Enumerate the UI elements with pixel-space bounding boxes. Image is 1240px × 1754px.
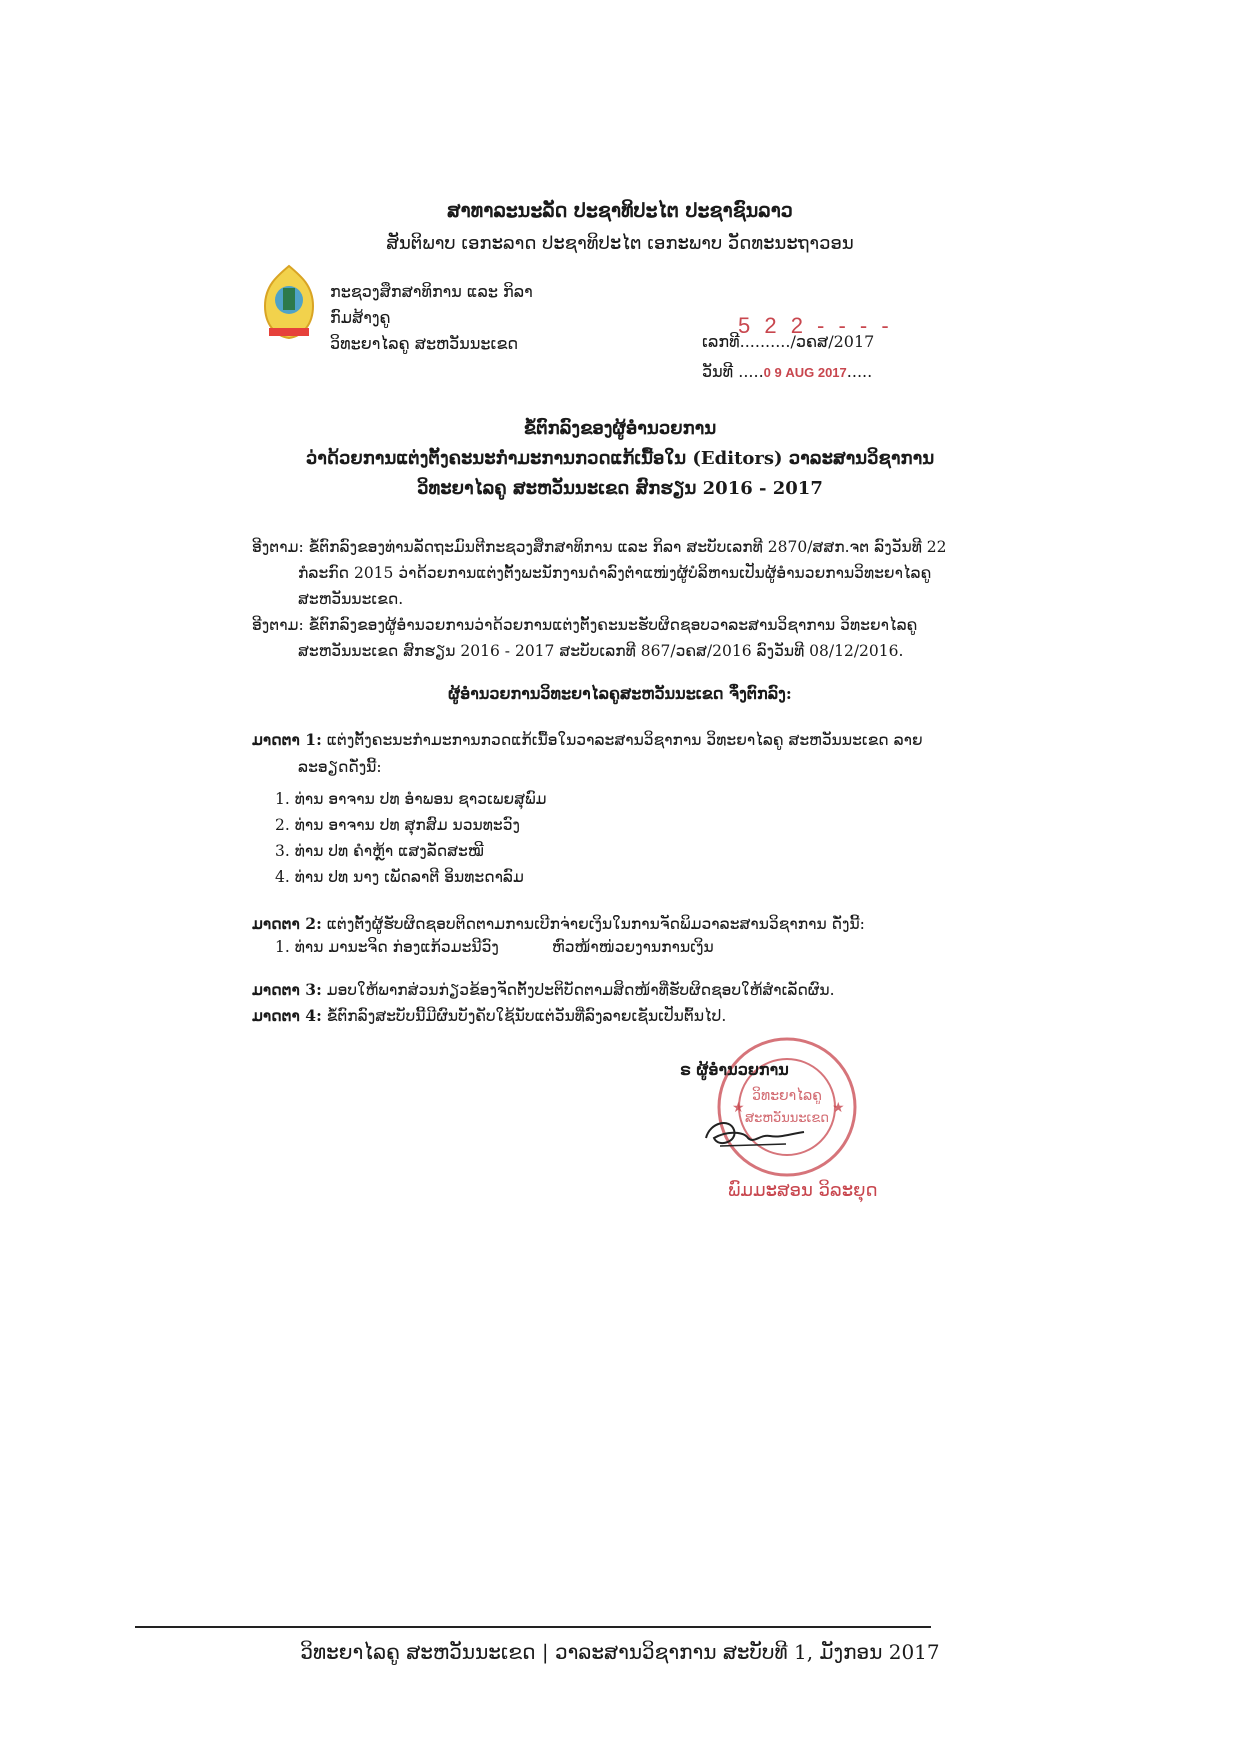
org-ministry: ກະຊວງສຶກສາທິການ ແລະ ກິລາ	[330, 282, 533, 301]
org-department: ກົມສ້າງຄູ	[330, 308, 391, 327]
decision-heading: ຜູ້ອຳນວຍການວິທະຍາໄລຄູສະຫວັນນະເຂດ ຈຶ່ງຕົກລົງ:	[448, 684, 792, 703]
article-3-label: ມາດຕາ 3:	[252, 980, 322, 999]
svg-text:★: ★	[732, 1100, 745, 1116]
title-line-3: ວິທະຍາໄລຄູ ສະຫວັນນະເຂດ ສົກຮຽນ 2016 - 2017	[417, 478, 823, 499]
basis-paragraph-1: ອີງຕາມ: ຂໍ້ຕົກລົງຂອງທ່ານລັດຖະມົນຕີກະຊວງສຶກສາທິການ ແລະ ກິລາ ສະບັບເລກທີ 2870/ສສກ.ຈຕ ລົງວັນທີ 22 ກໍລະກົດ 2015 ວ່າດ້ວຍການແຕ່ງຕັ້ງພະນັກງານດຳລົງຕຳແໜ່ງຜູ້ບໍລິຫານເປັນຜູ້ອຳນວຍການວິທະຍາໄລຄູ ສະຫວັນນະເຂດ.	[252, 538, 947, 608]
article-2-item-role: ຫົວໜ້າໜ່ວຍງານການເງິນ	[552, 938, 714, 956]
article-2-item-name: 1. ທ່ານ ມານະຈິດ ກ່ອງແກ້ວມະນີວົງ	[275, 938, 499, 956]
date-line	[702, 362, 872, 381]
footer-divider	[135, 1626, 931, 1628]
article-2-text: ແຕ່ງຕັ້ງຜູ້ຮັບຜິດຊອບຕິດຕາມການເບີກຈ່າຍເງິນໃນການຈັດພິມວາລະສານວິຊາການ ດັ່ງນີ້:	[326, 915, 865, 933]
article-3-text: ມອບໃຫ້ພາກສ່ວນກ່ຽວຂ້ອງຈັດຕັ້ງປະຕິບັດຕາມສິດໜ້າທີ່ຮັບຜິດຊອບໃຫ້ສຳເລັດຜົນ.	[326, 981, 835, 999]
article-2	[252, 910, 902, 938]
article-2-label: ມາດຕາ 2:	[252, 914, 322, 933]
svg-text:★: ★	[832, 1100, 845, 1116]
number-stamp: 5 2 2 - - - -	[738, 313, 893, 338]
header-line-2: ສັນຕິພາບ ເອກະລາດ ປະຊາທິປະໄຕ ເອກະພາບ ວັດທະນະຖາວອນ	[386, 233, 854, 254]
article-1-item-4: 4. ທ່ານ ປທ ນາງ ເພັດລາຕີ ອິນທະດາລົມ	[275, 868, 524, 886]
svg-text:ວິທະຍາໄລຄູ: ວິທະຍາໄລຄູ	[752, 1088, 822, 1104]
article-1	[252, 726, 948, 781]
article-1-item-2: 2. ທ່ານ ອາຈານ ປທ ສຸກສົມ ນວນທະວົງ	[275, 816, 520, 834]
page-footer: ວິທະຍາໄລຄູ ສະຫວັນນະເຂດ | ວາລະສານວິຊາການ ສະບັບທີ 1, ມັງກອນ 2017	[300, 1640, 940, 1664]
signer-name: ພົມມະສອນ ວິລະຍຸດ	[728, 1180, 878, 1201]
article-1-text: ແຕ່ງຕັ້ງຄະນະກຳມະການກວດແກ້ເນື້ອໃນວາລະສານວິຊາການ ວິທະຍາໄລຄູ ສະຫວັນນະເຂດ ລາຍລະອຽດດັ່ງນີ້:	[298, 731, 923, 776]
article-1-item-1: 1. ທ່ານ ອາຈານ ປທ ອຳພອນ ຊາວເພຍສຸພົມ	[275, 790, 547, 808]
article-1-label: ມາດຕາ 1:	[252, 730, 322, 749]
article-3	[252, 976, 902, 1004]
date-label: ວັນທີ .....	[702, 362, 764, 381]
date-stamp: 0 9 AUG 2017	[763, 365, 847, 380]
handwritten-signature-icon	[700, 1108, 810, 1154]
date-tail: .....	[846, 362, 873, 381]
header-line-1: ສາທາລະນະລັດ ປະຊາທິປະໄຕ ປະຊາຊົນລາວ	[447, 200, 793, 222]
title-line-1: ຂໍ້ຕົກລົງຂອງຜູ້ອຳນວຍການ	[523, 418, 717, 439]
signature-title: ຣ ຜູ້ອຳນວຍການ	[680, 1060, 789, 1079]
article-1-item-3: 3. ທ່ານ ປທ ຄຳຫຼ້າ ແສງລັດສະໝີ	[275, 842, 484, 860]
basis-paragraph-2: ອີງຕາມ: ຂໍ້ຕົກລົງຂອງຜູ້ອຳນວຍການວ່າດ້ວຍການແຕ່ງຕັ້ງຄະນະຮັບຜິດຊອບວາລະສານວິຊາການ ວິທະຍາໄລຄູ ສະຫວັນນະເຂດ ສົກຮຽນ 2016 - 2017 ສະບັບເລກທີ 867/ວຄສ/2016 ລົງວັນທີ 08/12/2016.	[252, 616, 918, 660]
official-seal-icon	[712, 1032, 862, 1182]
article-4	[252, 1002, 902, 1030]
org-college: ວິທະຍາໄລຄູ ສະຫວັນນະເຂດ	[330, 334, 519, 353]
article-4-text: ຂໍ້ຕົກລົງສະບັບນີ້ມີຜົນບັງຄັບໃຊ້ນັບແຕ່ວັນທີ່ລົງລາຍເຊັນເປັນຕົ້ນໄປ.	[326, 1007, 727, 1025]
title-line-2: ວ່າດ້ວຍການແຕ່ງຕັ້ງຄະນະກຳມະການກວດແກ້ເນື້ອໃນ (Editors) ວາລະສານວິຊາການ	[305, 448, 935, 469]
reference-number: ເລກທີ........../ວຄສ/2017	[702, 332, 875, 351]
article-4-label: ມາດຕາ 4:	[252, 1006, 322, 1025]
svg-text:ສະຫວັນນະເຂດ: ສະຫວັນນະເຂດ	[744, 1111, 830, 1126]
ministry-logo-icon	[259, 262, 319, 342]
